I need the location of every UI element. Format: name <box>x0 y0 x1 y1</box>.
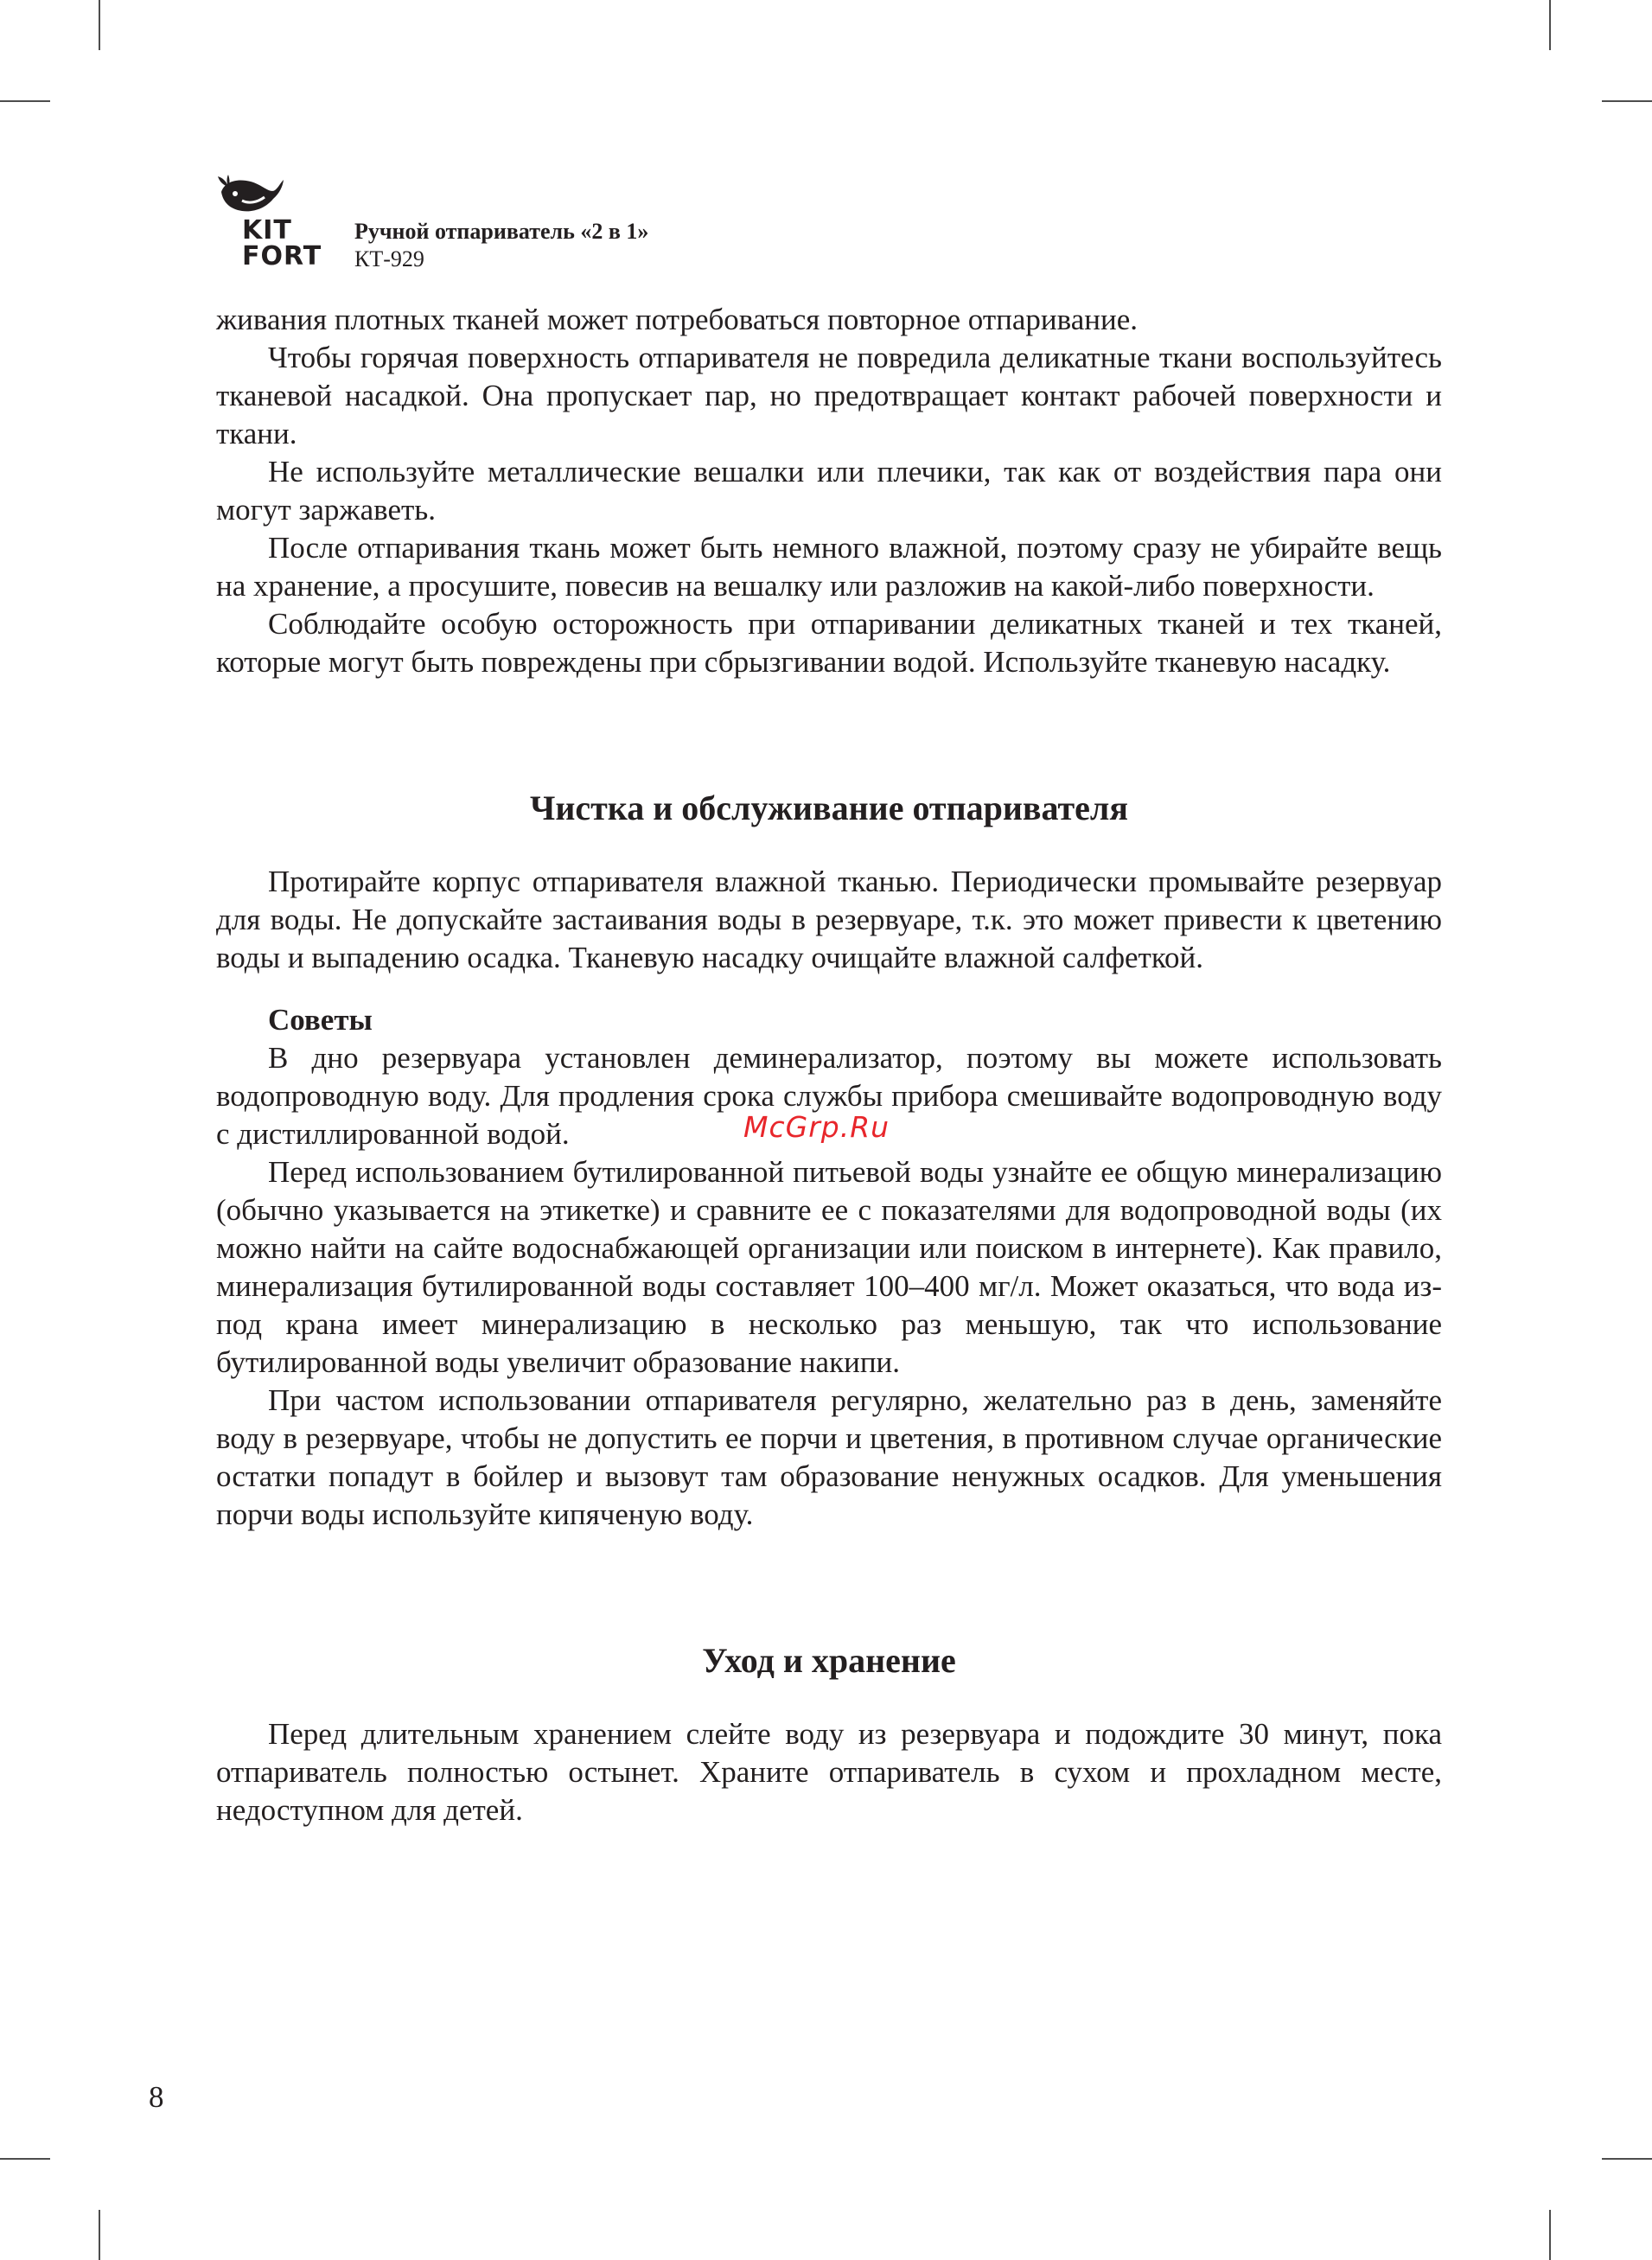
page-number: 8 <box>149 2080 164 2114</box>
tips-heading: Советы <box>268 1003 373 1037</box>
paragraph: Протирайте корпус отпаривателя влажной тканью. Периодически промывайте резервуар для воды. Не допускайте застаивания воды в резервуаре, т.к. это может привести к цветению воды и выпадению осадка. Тканевую насадку очищайте влажной салфеткой. <box>216 865 1442 974</box>
paragraph: живания плотных тканей может потребоваться повторное отпаривание. <box>216 303 1138 336</box>
paragraph: После отпаривания ткань может быть немного влажной, поэтому сразу не убирайте вещь на хранение, а просушите, повесив на вешалку или разложив на какой-либо поверхности. <box>216 531 1442 603</box>
logo-wordmark <box>242 215 322 271</box>
paragraph: При частом использовании отпаривателя регулярно, желательно раз в день, заменяйте воду в резервуаре, чтобы не допустить ее порчи и цветения, в противном случае органические остатки попадут в бойлер и вызовут там образование ненужных осадков. Для уменьшения порчи воды используйте кипяченую воду. <box>216 1383 1442 1531</box>
crop-mark <box>99 2210 100 2260</box>
page-content <box>216 301 1442 1829</box>
paragraph: Перед длительным хранением слейте воду из резервуара и подождите 30 минут, пока отпариватель полностью остынет. Храните отпариватель в сухом и прохладном месте, недоступном для детей. <box>216 1717 1442 1827</box>
product-title: Ручной отпариватель «2 в 1» <box>354 219 649 244</box>
paragraph: Соблюдайте особую осторожность при отпаривании деликатных тканей и тех тканей, которые могут быть повреждены при сбрызгивании водой. Используйте тканевую насадку. <box>216 607 1442 679</box>
logo-text-line1: KIT <box>242 215 292 246</box>
crop-mark <box>1602 2158 1652 2160</box>
model-number: КТ-929 <box>354 246 424 271</box>
crop-mark <box>1549 0 1551 50</box>
crop-mark <box>0 2158 50 2160</box>
crop-mark <box>1602 100 1652 102</box>
crop-mark <box>99 0 100 50</box>
paragraph: Не используйте металлические вешалки или плечики, так как от воздействия пара они могут заржаветь. <box>216 455 1442 527</box>
section-heading-cleaning: Чистка и обслуживание отпаривателя <box>530 788 1128 827</box>
section-heading-storage: Уход и хранение <box>702 1641 956 1680</box>
paragraph: Перед использованием бутилированной питьевой воды узнайте ее общую минерализацию (обычно указывается на этикетке) и сравните ее с показателями для водопроводной воды (их можно найти на сайте водоснабжающей организации или поиском в интернете). Как правило, минерализация бутилированной воды составляет 100–400 мг/л. Может оказаться, что вода из-под крана имеет минерализацию в несколько раз меньшую, так что использование бутилированной воды увеличит образование накипи. <box>216 1155 1442 1379</box>
paragraph: Чтобы горячая поверхность отпаривателя не повредила деликатные ткани воспользуйтесь тканевой насадкой. Она пропускает пар, но предотвращает контакт рабочей поверхности и ткани. <box>216 341 1442 450</box>
paragraph: В дно резервуара установлен деминерализатор, поэтому вы можете использовать водопроводную воду. Для продления срока службы прибора смешивайте водопроводную воду с дистиллированной водой. <box>216 1041 1442 1151</box>
logo-text-line2: FORT <box>242 241 322 271</box>
kitfort-logo <box>216 173 328 277</box>
whale-logo-icon <box>216 173 285 218</box>
crop-mark <box>0 100 50 102</box>
crop-mark <box>1549 2210 1551 2260</box>
watermark: McGrp.Ru <box>743 1110 890 1144</box>
header-text <box>354 218 648 273</box>
